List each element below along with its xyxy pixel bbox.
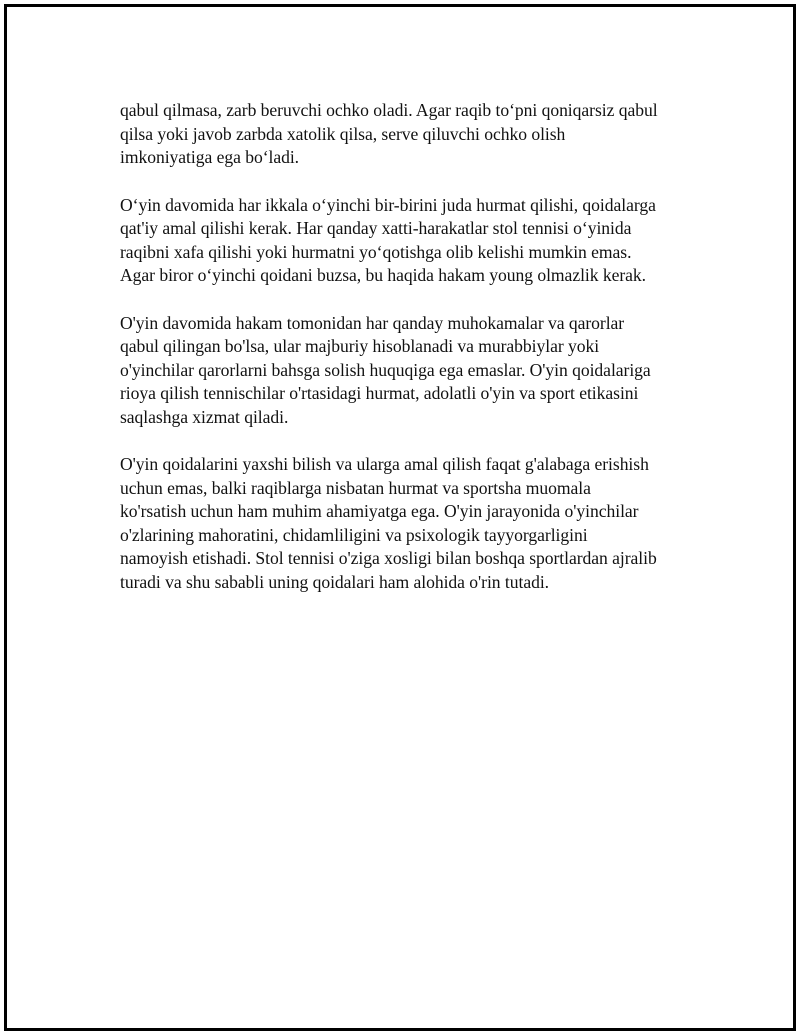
paragraph-2	[120, 194, 700, 288]
text-line: O'yin davomida hakam tomonidan har qanday muhokamalar va qarorlar	[120, 312, 625, 333]
text-line: ko'rsatish uchun ham muhim ahamiyatga ega. O'yin jarayonida o'yinchilar	[120, 501, 639, 521]
text-line: raqibni xafa qilishi yoki hurmatni yo‘qotishga olib kelishi mumkin emas.	[120, 241, 632, 262]
text-line: qabul qilingan bo'lsa, ular majburiy hisoblanadi va murabbiylar yoki	[120, 336, 600, 356]
text-line: O‘yin davomida har ikkala o‘yinchi bir-birini juda hurmat qilishi, qoidalarga	[120, 194, 656, 215]
page-frame	[4, 4, 796, 1031]
text-line: o'zlarining mahoratini, chidamliligini va psixologik tayyorgarligini	[120, 524, 588, 545]
text-line: turadi va shu sababli uning qoidalari ham alohida o'rin tutadi.	[120, 571, 550, 592]
text-line: qabul qilmasa, zarb beruvchi ochko oladi. Agar raqib to‘pni qoniqarsiz qabul	[120, 100, 658, 120]
text-line: o'yinchilar qarorlarni bahsga solish huquqiga ega emaslar. O'yin qoidalariga	[120, 359, 651, 380]
paragraph-4	[120, 453, 700, 594]
paragraph-3	[120, 312, 700, 430]
text-line: qilsa yoki javob zarbda xatolik qilsa, serve qiluvchi ochko olish	[120, 123, 566, 144]
paragraph-1	[120, 99, 700, 170]
text-line: imkoniyatiga ega bo‘ladi.	[120, 147, 300, 167]
text-line: qat'iy amal qilishi kerak. Har qanday xatti-harakatlar stol tennisi o‘yinida	[120, 218, 632, 238]
document-body	[120, 99, 700, 618]
text-line: Agar biror o‘yinchi qoidani buzsa, bu haqida hakam young olmazlik kerak.	[120, 265, 647, 285]
text-line: uchun emas, balki raqiblarga nisbatan hurmat va sportsha muomala	[120, 477, 591, 498]
text-line: rioya qilish tennischilar o'rtasidagi hurmat, adolatli o'yin va sport etikasini	[120, 383, 639, 403]
text-line: namoyish etishadi. Stol tennisi o'ziga xosligi bilan boshqa sportlardan ajralib	[120, 548, 657, 568]
text-line: O'yin qoidalarini yaxshi bilish va ularga amal qilish faqat g'alabaga erishish	[120, 454, 649, 474]
text-line: saqlashga xizmat qiladi.	[120, 406, 289, 427]
